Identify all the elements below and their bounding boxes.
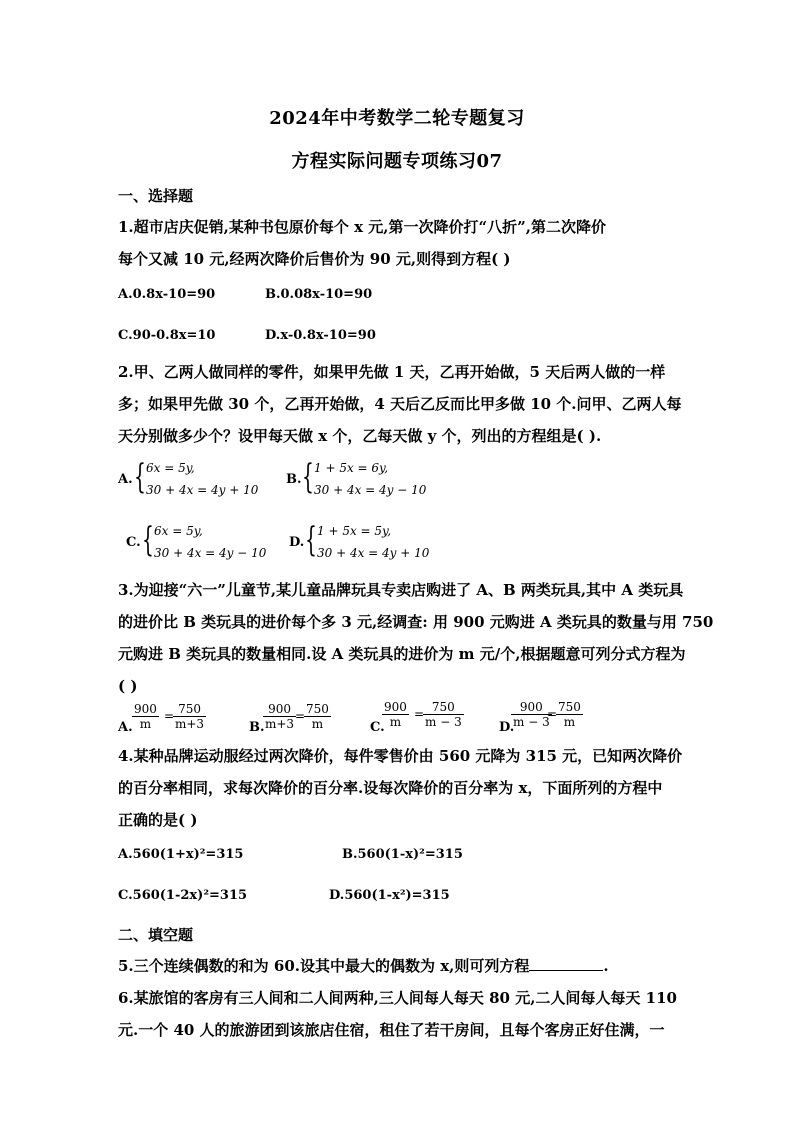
q3-b-numerator-1: 900 <box>263 702 296 717</box>
question-3 <box>118 574 714 702</box>
q2-option-d <box>289 520 469 563</box>
q3-d-numerator-1: 900 <box>511 700 552 715</box>
q3-a-numerator-2: 750 <box>173 702 206 717</box>
q3-d-denominator-1: m − 3 <box>513 715 550 729</box>
section-heading-choice: 一、选择题 <box>118 187 194 205</box>
question-1 <box>118 211 698 275</box>
page-subtitle: 方程实际问题专项练习07 <box>291 151 503 172</box>
q4-option-d: D.560(1-x²)=315 <box>329 888 450 903</box>
brace-icon: { <box>305 520 317 560</box>
q2-option-b <box>286 457 466 500</box>
q2-option-c-eq1: 6x = 5y, <box>154 524 203 538</box>
q3-c-numerator-2: 750 <box>423 700 464 715</box>
q3-d-numerator-2: 750 <box>558 700 581 714</box>
q3-option-b <box>249 700 349 734</box>
q4-option-a: A.560(1+x)²=315 <box>118 847 244 862</box>
question-3-line-2: 的进价比 B 类玩具的进价每个多 3 元,经调查: 用 900 元购进 A 类玩具的数量与用 750 <box>118 613 714 631</box>
brace-icon: { <box>134 457 146 497</box>
section-heading-fill: 二、填空题 <box>118 926 194 944</box>
q3-c-denominator-2: m − 3 <box>425 715 462 729</box>
equals-sign: = <box>414 707 425 721</box>
question-2-line-2: 多；如果甲先做 30 个，乙再开始做，4 天后乙反而比甲多做 10 个.问甲、乙两人每 <box>118 395 682 413</box>
q3-option-d <box>499 698 599 735</box>
q2-option-a-eq1: 6x = 5y, <box>146 461 195 475</box>
q2-option-b-label: B. <box>286 472 302 487</box>
answer-blank[interactable] <box>529 956 603 971</box>
question-2-line-1: 2.甲、乙两人做同样的零件，如果甲先做 1 天，乙再开始做，5 天后两人做的一样 <box>118 363 666 381</box>
question-4-line-3: 正确的是( ) <box>118 811 198 829</box>
question-2 <box>118 356 698 452</box>
question-5 <box>118 950 698 982</box>
q2-option-d-eq2: 30 + 4x = 4y + 10 <box>317 546 430 560</box>
question-6 <box>118 982 698 1046</box>
q1-option-a: A.0.8x-10=90 <box>118 287 216 302</box>
q4-option-b: B.560(1-x)²=315 <box>342 847 463 862</box>
question-5-end: . <box>603 957 609 975</box>
q2-option-b-eq1: 1 + 5x = 6y, <box>314 461 389 475</box>
q2-option-a-label: A. <box>118 472 133 487</box>
q3-b-denominator-1: m+3 <box>265 717 295 731</box>
question-3-line-3: 元购进 B 类玩具的数量相同.设 A 类玩具的进价为 m 元/个,根据题意可列分式方程为 <box>118 645 686 663</box>
q2-option-c-label: C. <box>126 535 141 550</box>
question-6-line-1: 6.某旅馆的客房有三人间和二人间两种,三人间每人每天 80 元,二人间每人每天 110 <box>118 989 677 1007</box>
q1-option-b: B.0.08x-10=90 <box>265 287 373 302</box>
question-4 <box>118 740 698 836</box>
q2-option-c <box>126 520 296 563</box>
q2-option-d-eq1: 1 + 5x = 5y, <box>317 524 392 538</box>
q3-a-denominator-1: m <box>139 717 152 731</box>
equals-sign: = <box>295 709 306 723</box>
q3-option-a-label: A. <box>118 720 133 735</box>
equals-sign: = <box>547 707 558 721</box>
q3-b-numerator-2: 750 <box>306 702 329 716</box>
q3-option-a <box>118 700 218 734</box>
page-title: 2024年中考数学二轮专题复习 <box>269 108 525 129</box>
q3-option-c <box>370 698 470 735</box>
question-1-line-2: 每个又减 10 元,经两次降价后售价为 90 元,则得到方程( ) <box>118 250 511 268</box>
q2-option-d-label: D. <box>289 535 305 550</box>
q2-option-b-eq2: 30 + 4x = 4y − 10 <box>314 483 427 497</box>
q1-option-c: C.90-0.8x=10 <box>118 328 216 343</box>
question-2-line-3: 天分别做多少个？设甲每天做 x 个，乙每天做 y 个，列出的方程组是( ). <box>118 427 602 445</box>
brace-icon: { <box>302 457 314 497</box>
q2-option-a <box>118 457 288 500</box>
q3-c-numerator-1: 900 <box>384 700 407 714</box>
equals-sign: = <box>164 709 175 723</box>
q3-d-denominator-2: m <box>563 715 576 729</box>
question-6-line-2: 元.一个 40 人的旅游团到该旅店住宿，租住了若干房间，且每个客房正好住满，一 <box>118 1021 665 1039</box>
question-4-line-2: 的百分率相同，求每次降价的百分率.设每次降价的百分率为 x，下面所列的方程中 <box>118 779 663 797</box>
q2-option-c-eq2: 30 + 4x = 4y − 10 <box>154 546 267 560</box>
q3-option-b-label: B. <box>249 720 265 735</box>
q3-a-denominator-2: m+3 <box>175 717 205 731</box>
q4-option-c: C.560(1-2x)²=315 <box>118 888 248 903</box>
q3-c-denominator-1: m <box>389 715 402 729</box>
question-3-line-1: 3.为迎接“六一”儿童节,某儿童品牌玩具专卖店购进了 A、B 两类玩具,其中 A 类玩具 <box>118 581 684 599</box>
question-1-line-1: 1.超市店庆促销,某种书包原价每个 x 元,第一次降价打“八折”,第二次降价 <box>118 218 606 236</box>
q3-option-d-label: D. <box>499 720 515 735</box>
q2-option-a-eq2: 30 + 4x = 4y + 10 <box>146 483 259 497</box>
question-5-text: 5.三个连续偶数的和为 60.设其中最大的偶数为 x,则可列方程 <box>118 957 530 975</box>
q3-option-c-label: C. <box>370 720 385 735</box>
question-4-line-1: 4.某种品牌运动服经过两次降价，每件零售价由 560 元降为 315 元，已知两次降价 <box>118 747 683 765</box>
q1-option-d: D.x-0.8x-10=90 <box>265 328 376 343</box>
question-3-line-4: ( ) <box>118 677 138 695</box>
q3-a-numerator-1: 900 <box>134 702 157 716</box>
q3-b-denominator-2: m <box>311 717 324 731</box>
brace-icon: { <box>142 520 154 560</box>
